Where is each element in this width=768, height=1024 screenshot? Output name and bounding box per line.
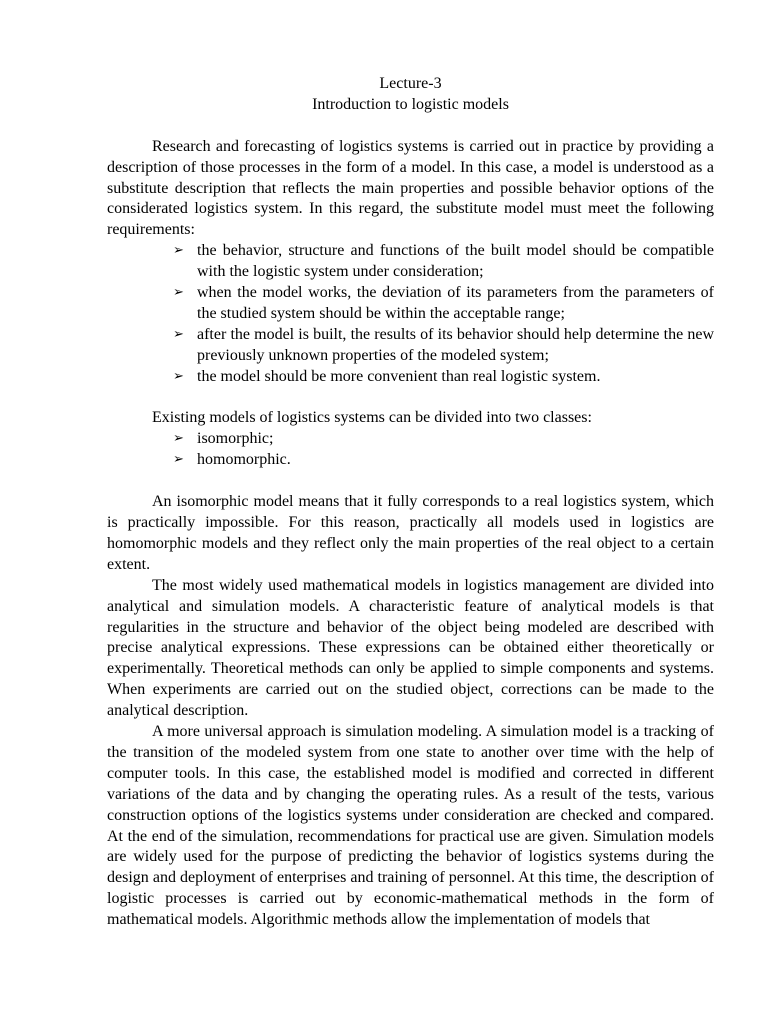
lecture-heading: Lecture-3 xyxy=(379,75,442,92)
document-page xyxy=(107,74,714,931)
requirements-list xyxy=(107,241,714,387)
list-item-text: isomorphic; xyxy=(197,430,274,448)
classes-intro: Existing models of logistics systems can be divided into two classes: xyxy=(152,409,592,427)
list-item-text: after the model is built, the results of its behavior should help determine the new previously unknown properties of the modeled system; xyxy=(197,325,714,364)
list-item xyxy=(107,241,714,283)
lecture-subheading: Introduction to logistic models xyxy=(312,95,509,113)
arrow-bullet-icon: ➢ xyxy=(173,368,184,384)
analytical-paragraph: The most widely used mathematical models in logistics management are divided into analytical and simulation models. A characteristic feature of analytical models is that regularities in the structure and behavior of the object being modeled are described with precise analytical expressions. These expressions can be obtained either theoretically or experimentally. Theoretical methods can only be applied to simple components and systems. When experiments are carried out on the studied object, corrections can be made to the analytical description. xyxy=(107,576,714,720)
list-item xyxy=(107,367,714,388)
intro-paragraph: Research and forecasting of logistics systems is carried out in practice by providing a description of those processes in the form of a model. In this case, a model is understood as a substitute description that reflects the main properties and possible behavior options of the considerated logistics system. In this regard, the substitute model must meet the following requirements: xyxy=(107,137,714,239)
list-item-text: when the model works, the deviation of its parameters from the parameters of the studied system should be within the acceptable range; xyxy=(197,284,714,322)
list-item-text: the behavior, structure and functions of the built model should be compatible with the logistic system under consideration; xyxy=(197,242,714,281)
arrow-bullet-icon: ➢ xyxy=(173,243,184,259)
list-item xyxy=(107,429,714,450)
list-item-text: homomorphic. xyxy=(197,451,291,469)
isomorphic-paragraph: An isomorphic model means that it fully corresponds to a real logistics system, which is practically impossible. For this reason, practically all models used in logistics are homomorphic models and they reflect only the main properties of the real object to a certain extent. xyxy=(107,493,714,573)
simulation-paragraph: A more universal approach is simulation modeling. A simulation model is a tracking of the transition of the modeled system from one state to another over time with the help of computer tools. In this case, the established model is modified and corrected in different variations of the data and by changing the operating rules. As a result of the tests, various construction options of the logistics systems under consideration are checked and compared. At the end of the simulation, recommendations for practical use are given. Simulation models are widely used for the purpose of predicting the behavior of logistics systems during the design and deployment of enterprises and training of personnel. At this time, the description of logistic processes is carried out by economic-mathematical methods in the form of mathematical models. Algorithmic methods allow the implementation of models that xyxy=(107,723,714,929)
list-item xyxy=(107,450,714,471)
arrow-bullet-icon: ➢ xyxy=(173,285,184,301)
arrow-bullet-icon: ➢ xyxy=(173,431,184,447)
list-item xyxy=(107,283,714,325)
spacer xyxy=(107,388,714,409)
list-item xyxy=(107,325,714,367)
list-item-text: the model should be more convenient than real logistic system. xyxy=(197,367,601,385)
spacer xyxy=(107,471,714,492)
arrow-bullet-icon: ➢ xyxy=(173,452,184,468)
arrow-bullet-icon: ➢ xyxy=(173,326,184,342)
classes-list xyxy=(107,429,714,471)
spacer xyxy=(107,116,714,137)
